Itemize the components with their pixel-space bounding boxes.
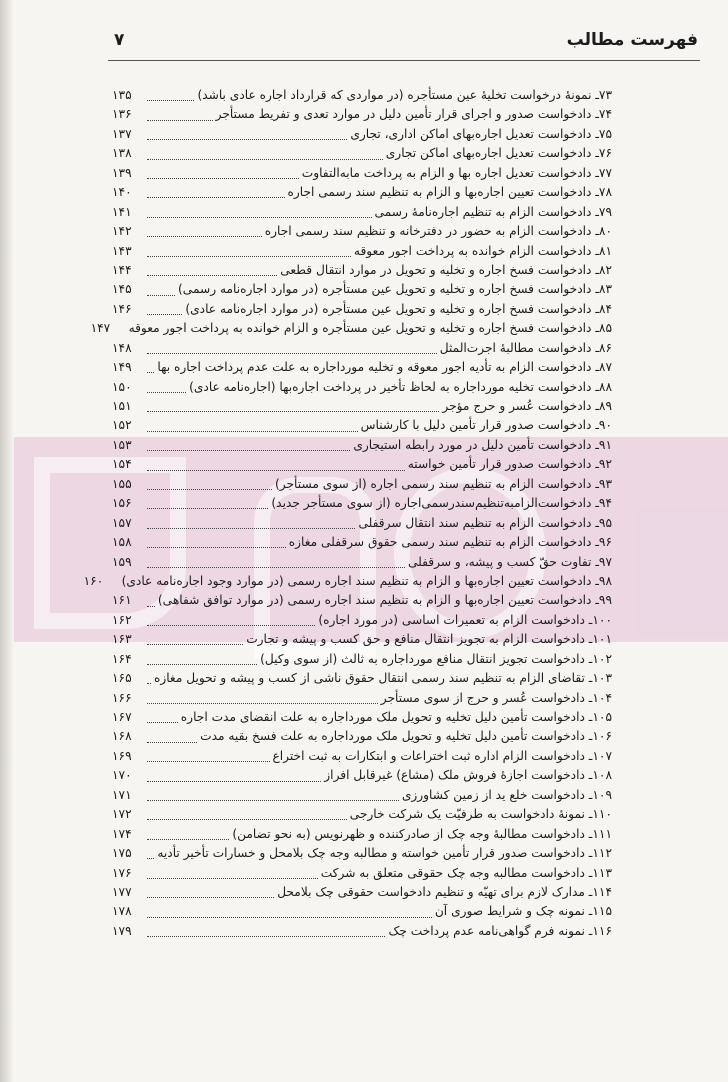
- toc-entry: [112, 902, 612, 921]
- dot-leader: [147, 388, 186, 393]
- toc-entry-page: ۱۶۵: [112, 671, 132, 686]
- dot-leader: [147, 815, 347, 820]
- dot-leader: [147, 932, 385, 937]
- toc-entry: [112, 883, 612, 902]
- dot-leader: [147, 854, 154, 859]
- toc-entry: [112, 242, 612, 261]
- toc-entry-title: ۹۰ـ دادخواست صدور قرار تأمین دلیل با کارشناس: [360, 418, 612, 433]
- dot-leader: [147, 407, 439, 412]
- toc-entry: [112, 300, 612, 319]
- dot-leader: [147, 116, 213, 121]
- toc-entry-page: ۱۳۸: [112, 146, 132, 161]
- toc-entry: [112, 436, 612, 455]
- toc-entry-page: ۱۶۱: [112, 593, 132, 608]
- toc-entry-title: ۱۱۶ـ نمونه فرم گواهی‌نامه عدم پرداخت چک: [388, 923, 612, 938]
- toc-entry-page: ۱۴۸: [112, 340, 132, 355]
- toc-entry: [112, 183, 612, 202]
- toc-entry-page: ۱۴۹: [112, 360, 132, 375]
- toc-entry-page: ۱۵۲: [112, 418, 132, 433]
- toc-entry-title: ۱۱۵ـ نمونه چک و شرایط صوری آن: [434, 904, 612, 919]
- toc-entry-title: ۱۱۱ـ دادخواست مطالبهٔ وجه چک از صادرکننده و ظهرنویس (به نحو تضامن): [232, 826, 612, 841]
- toc-entry-page: ۱۵۹: [112, 554, 132, 569]
- toc-entry-title: ۱۰۸ـ دادخواست اجازهٔ فروش ملک (مشاع) غیرقابل افراز: [324, 768, 612, 783]
- toc-entry: [90, 319, 612, 338]
- toc-entry-title: ۸۲ـ دادخواست فسخ اجاره و تخلیه و تحویل در موارد انتقال قطعی: [280, 262, 612, 277]
- toc-entry: [112, 105, 612, 124]
- dot-leader: [147, 699, 378, 704]
- dot-leader: [147, 660, 257, 665]
- toc-entry: [112, 591, 612, 610]
- toc-entry-title: ۹۸ـ دادخواست تعیین اجاره‌بها و الزام به تنظیم سند اجاره رسمی (در موارد وجود اجاره‌نامه عادی): [121, 573, 612, 588]
- dot-leader: [147, 485, 272, 490]
- toc-entry-page: ۱۶۴: [112, 651, 132, 666]
- toc-entry-title: ۱۰۵ـ دادخواست تأمین دلیل تخلیه و تحویل ملک مورداجاره به علت انقضای مدت اجاره: [180, 710, 612, 724]
- toc-entry-title: ۹۴ـ دادخواست‌الزامبه‌تنظیم‌سندرسمی‌اجاره (از سوی مستأجر جدید): [271, 496, 612, 511]
- toc-entry-page: ۱۳۵: [112, 88, 132, 102]
- header-divider: [108, 60, 700, 61]
- toc-entry-title: ۷۳ـ نمونهٔ درخواست تخلیهٔ عین مستأجره (در مواردی که قرارداد اجاره عادی باشد): [197, 88, 612, 102]
- dot-leader: [147, 252, 351, 257]
- dot-leader: [147, 155, 383, 160]
- toc-entry-title: ۹۳ـ دادخواست الزام به تنظیم سند رسمی اجاره (از سوی مستأجر): [275, 476, 612, 491]
- toc-entry-page: ۱۷۵: [112, 846, 132, 861]
- dot-leader: [147, 679, 151, 684]
- dot-leader: [147, 757, 270, 762]
- dot-leader: [147, 796, 399, 801]
- toc-entry: [112, 261, 612, 280]
- toc-entry-page: ۱۷۸: [112, 904, 132, 919]
- toc-entry-title: ۸۳ـ دادخواست فسخ اجاره و تخلیه و تحویل عین مستأجره (در موارد اجاره‌نامه رسمی): [178, 282, 612, 297]
- toc-entry-title: ۹۲ـ دادخواست صدور قرار تأمین خواسته: [407, 457, 612, 472]
- dot-leader: [147, 466, 405, 471]
- toc-entry-page: ۱۵۳: [112, 437, 132, 452]
- toc-entry: [112, 533, 612, 552]
- toc-entry-title: ۹۷ـ تفاوت حقّ کسب و پیشه، و سرقفلی: [407, 554, 612, 569]
- dot-leader: [147, 777, 321, 782]
- toc-entry-title: ۱۰۹ـ دادخواست خلع ید از زمین کشاورزی: [401, 787, 612, 802]
- toc-entry-page: ۱۵۸: [112, 535, 132, 550]
- toc-entry-page: ۱۴۲: [112, 224, 132, 239]
- dot-leader: [147, 563, 405, 568]
- page-header: [108, 26, 698, 56]
- dot-leader: [147, 271, 277, 276]
- toc-entry: [112, 650, 612, 669]
- toc-entry: [112, 553, 612, 572]
- toc-entry-page: ۱۳۹: [112, 165, 132, 180]
- toc-entry: [112, 494, 612, 513]
- dot-leader: [147, 193, 285, 198]
- toc-entry-page: ۱۶۸: [112, 729, 132, 744]
- toc-entry-title: ۱۱۰ـ نمونهٔ دادخواست به طرفیّت یک شرکت خارجی: [349, 807, 612, 822]
- toc-entry-title: ۸۱ـ دادخواست الزام خوانده به پرداخت اجور معوقه: [353, 243, 612, 258]
- toc-entry: [112, 455, 612, 474]
- toc-entry-title: ۹۹ـ دادخواست تعیین اجاره‌بها و الزام به تنظیم سند اجاره رسمی (در موارد توافق شفاهی): [157, 593, 612, 608]
- dot-leader: [147, 621, 315, 626]
- toc-entry-title: ۱۰۳ـ تقاضای الزام به تنظیم سند رسمی انتقال حقوق ناشی از کسب و پیشه و تحویل مغازه: [153, 671, 612, 686]
- toc-entry: [112, 378, 612, 397]
- toc-entry-page: ۱۵۱: [112, 399, 132, 413]
- dot-leader: [147, 913, 432, 918]
- toc-entry-page: ۱۶۲: [112, 612, 132, 627]
- toc-entry-title: ۷۴ـ دادخواست صدور و اجرای قرار تأمین دلیل در موارد تعدی و تفریط مستأجر: [215, 107, 612, 122]
- toc-entry-title: ۸۸ـ دادخواست تخلیه مورداجاره به لحاظ تأخیر در پرداخت اجاره‌بها (اجاره‌نامه عادی): [189, 379, 612, 394]
- toc-entry: [112, 922, 612, 941]
- dot-leader: [147, 427, 358, 432]
- toc-entry: [112, 514, 612, 533]
- toc-entry-page: ۱۳۶: [112, 107, 132, 122]
- toc-entry-title: ۷۹ـ دادخواست الزام به تنظیم اجاره‌نامهٔ رسمی: [374, 204, 612, 219]
- toc-entry-page: ۱۶۰: [83, 573, 104, 588]
- toc-entry: [112, 611, 612, 630]
- dot-leader: [147, 96, 194, 101]
- toc-entry-title: ۸۶ـ دادخواست مطالبهٔ اجرت‌المثل: [439, 340, 612, 355]
- toc-entry-title: ۷۵ـ دادخواست تعدیل اجاره‌بهای اماکن اداری، تجاری: [350, 126, 612, 141]
- toc-entry-title: ۱۰۰ـ دادخواست الزام به تعمیرات اساسی (در مورد اجاره): [318, 612, 612, 627]
- toc-entry-page: ۱۷۱: [112, 787, 132, 802]
- toc-entry: [112, 144, 612, 163]
- toc-entry: [112, 125, 612, 144]
- toc-entry: [112, 630, 612, 649]
- toc-entry: [112, 358, 612, 377]
- toc-entry-page: ۱۶۷: [112, 710, 132, 724]
- toc-entry-title: ۱۱۲ـ دادخواست صدور قرار تأمین خواسته و مطالبه وجه چک بلامحل و خسارات تأخیر تأدیه: [157, 846, 612, 861]
- toc-entry-title: ۱۰۶ـ دادخواست تأمین دلیل تخلیه و تحویل ملک مورداجاره به علت فسخ بقیه مدت: [200, 729, 612, 744]
- toc-entry: [112, 397, 612, 416]
- toc-entry-page: ۱۷۴: [112, 826, 132, 841]
- toc-entry-page: ۱۷۲: [112, 807, 132, 822]
- toc-entry: [112, 844, 612, 863]
- dot-leader: [147, 602, 155, 607]
- toc-entry-page: ۱۴۶: [112, 301, 132, 316]
- dot-leader: [147, 349, 437, 354]
- dot-leader: [147, 291, 175, 296]
- toc-entry: [112, 864, 612, 883]
- toc-entry-page: ۱۵۰: [112, 379, 132, 394]
- toc-entry: [112, 689, 612, 708]
- toc-entry-page: ۱۵۶: [112, 496, 132, 511]
- dot-leader: [147, 135, 347, 140]
- toc-entry-page: ۱۷۷: [112, 884, 132, 899]
- dot-leader: [147, 446, 350, 451]
- toc-entry-page: ۱۷۹: [112, 923, 132, 938]
- toc-entry-page: ۱۴۳: [112, 243, 132, 258]
- toc-entry: [112, 805, 612, 824]
- toc-entry-title: ۸۴ـ دادخواست فسخ اجاره و تخلیه و تحویل عین مستأجره (در موارد اجاره‌نامه عادی): [185, 301, 612, 316]
- toc-entry-title: ۹۱ـ دادخواست تأمین دلیل در مورد رابطه استیجاری: [353, 437, 612, 452]
- dot-leader: [147, 524, 355, 529]
- page-edge-shadow: [0, 0, 14, 1082]
- toc-entry-title: ۱۰۱ـ دادخواست الزام به تجویز انتقال منافع و حق کسب و پیشه و تجارت: [246, 632, 612, 647]
- toc-entry-title: ۱۰۴ـ دادخواست عُسر و حرج از سوی مستأجر: [380, 690, 612, 705]
- toc-entry-title: ۹۶ـ دادخواست الزام به تنظیم سند رسمی حقوق سرقفلی مغازه: [288, 535, 612, 550]
- toc-entry-page: ۱۴۷: [90, 321, 111, 336]
- dot-leader: [147, 543, 286, 548]
- toc-entry-page: ۱۴۴: [112, 262, 132, 277]
- toc-entry-title: ۷۸ـ دادخواست تعیین اجاره‌بها و الزام به تنظیم سند رسمی اجاره: [287, 185, 612, 200]
- dot-leader: [147, 174, 299, 179]
- toc-entry-title: ۸۰ـ دادخواست الزام به حضور در دفترخانه و تنظیم سند رسمی اجاره: [264, 224, 612, 239]
- toc-entry-page: ۱۶۶: [112, 690, 132, 705]
- toc-entry: [112, 475, 612, 494]
- toc-entry-page: ۱۵۷: [112, 515, 132, 530]
- toc-entry-title: ۱۱۳ـ دادخواست مطالبه وجه چک حقوقی متعلق به شرکت: [320, 865, 612, 880]
- dot-leader: [147, 893, 274, 898]
- dot-leader: [147, 213, 372, 218]
- toc-entry-page: ۱۳۷: [112, 126, 132, 141]
- page-number: ۷: [114, 30, 125, 50]
- toc-entry: [112, 786, 612, 805]
- dot-leader: [147, 232, 262, 237]
- dot-leader: [147, 310, 182, 315]
- toc-entry: [112, 203, 612, 222]
- page-title: فهرست مطالب: [566, 30, 698, 50]
- toc-entry: [83, 572, 612, 591]
- toc-entry-title: ۸۷ـ دادخواست الزام به تأدیه اجور معوقه و تخلیه مورداجاره به علت عدم پرداخت اجاره بها: [157, 360, 612, 375]
- toc-entry: [112, 708, 612, 727]
- toc-entry-page: ۱۵۴: [112, 457, 132, 472]
- table-of-contents: [83, 86, 612, 941]
- toc-entry: [112, 86, 612, 105]
- toc-entry: [112, 825, 612, 844]
- toc-entry-title: ۷۶ـ دادخواست تعدیل اجاره‌بهای اماکن تجاری: [385, 146, 612, 161]
- toc-entry-title: ۱۰۷ـ دادخواست الزام اداره ثبت اختراعات و ابتکارات به ثبت اختراع: [272, 748, 612, 763]
- dot-leader: [147, 504, 268, 509]
- toc-entry: [112, 339, 612, 358]
- dot-leader: [147, 835, 229, 840]
- toc-entry-page: ۱۴۱: [112, 204, 132, 219]
- toc-entry-page: ۱۶۳: [112, 632, 132, 647]
- toc-entry-page: ۱۷۶: [112, 865, 132, 880]
- toc-entry-page: ۱۴۵: [112, 282, 132, 297]
- toc-entry-title: ۹۵ـ دادخواست الزام به تنظیم سند انتقال سرقفلی: [358, 515, 612, 530]
- dot-leader: [147, 718, 178, 723]
- toc-entry: [112, 416, 612, 435]
- toc-entry-page: ۱۷۰: [112, 768, 132, 783]
- dot-leader: [147, 368, 154, 373]
- dot-leader: [147, 874, 318, 879]
- toc-entry-title: ۸۹ـ دادخواست عُسر و حرج مؤجر: [442, 399, 612, 413]
- toc-entry-page: ۱۴۰: [112, 185, 132, 200]
- toc-entry-page: ۱۶۹: [112, 748, 132, 763]
- toc-entry-page: ۱۵۵: [112, 476, 132, 491]
- toc-entry-title: ۱۱۴ـ مدارک لازم برای تهیّه و تنظیم دادخواست حقوقی چک بلامحل: [277, 884, 612, 899]
- toc-entry-title: ۷۷ـ دادخواست تعدیل اجاره بها و الزام به پرداخت مابه‌التفاوت: [301, 165, 612, 180]
- toc-entry: [112, 280, 612, 299]
- toc-entry: [112, 222, 612, 241]
- toc-entry: [112, 669, 612, 688]
- toc-entry-title: ۱۰۲ـ دادخواست تجویز انتقال منافع مورداجاره به ثالث (از سوی وکیل): [260, 651, 612, 666]
- toc-entry: [112, 727, 612, 746]
- dot-leader: [147, 640, 243, 645]
- toc-entry-title: ۸۵ـ دادخواست فسخ اجاره و تخلیه و تحویل عین مستأجره و الزام خوانده به پرداخت اجور معوقه: [128, 321, 612, 336]
- toc-entry: [112, 747, 612, 766]
- toc-entry: [112, 164, 612, 183]
- dot-leader: [147, 738, 197, 743]
- toc-entry: [112, 766, 612, 785]
